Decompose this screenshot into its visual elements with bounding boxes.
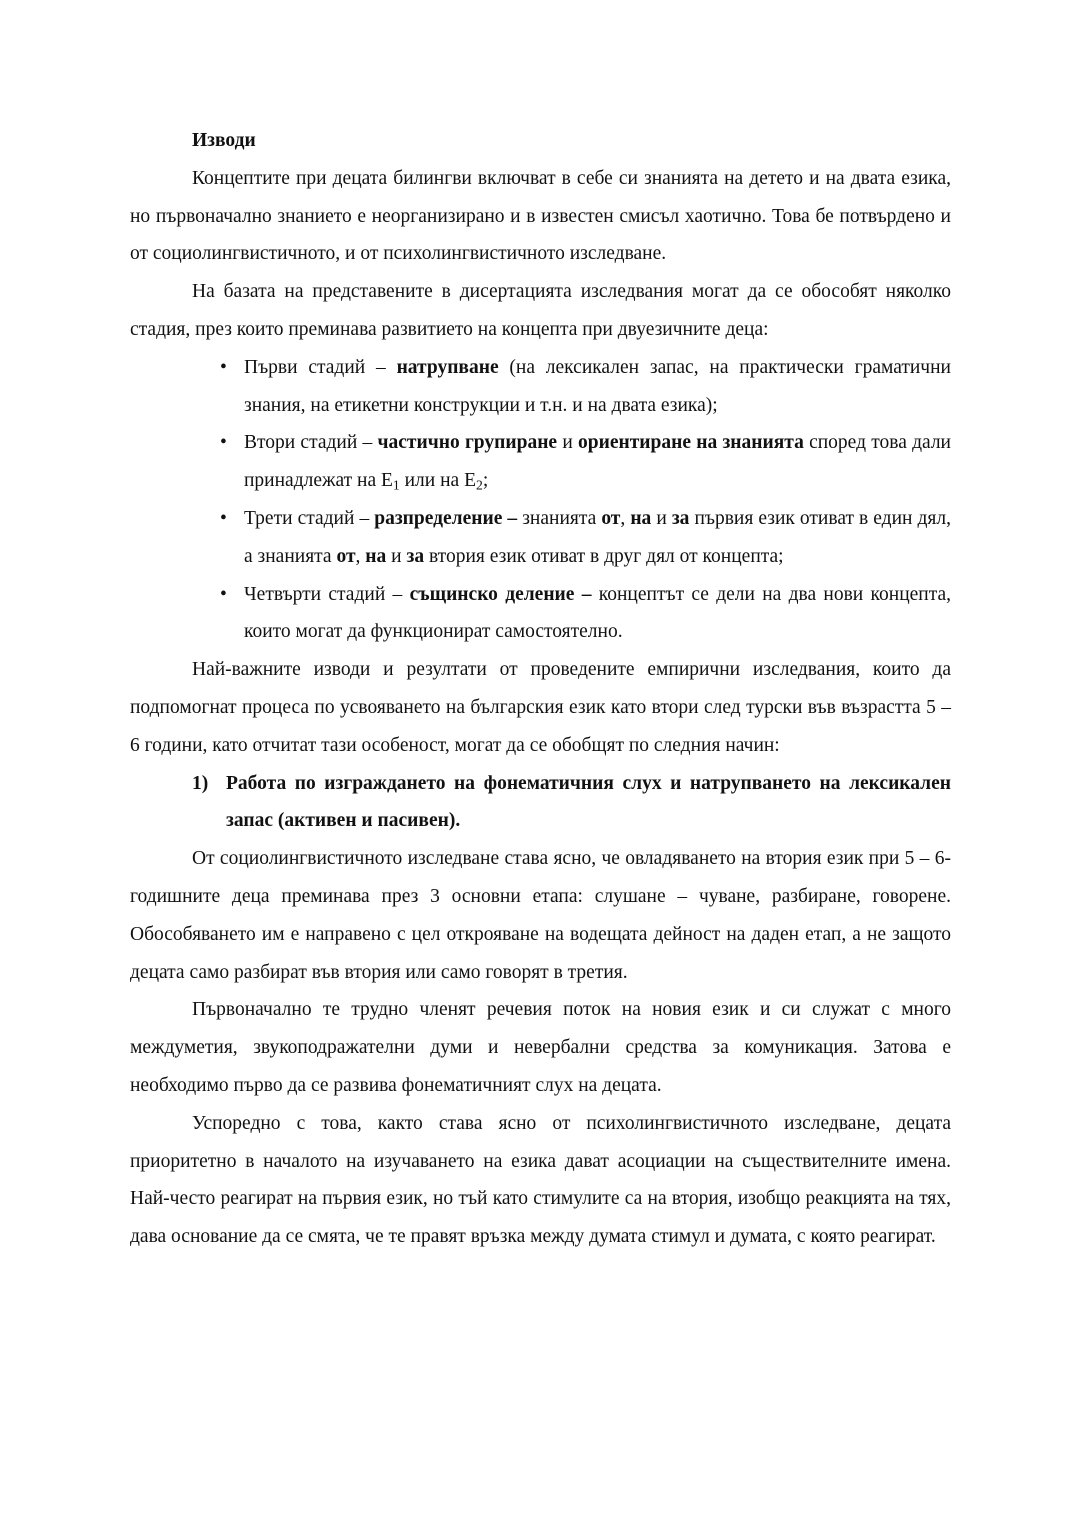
stage-text: втория език отиват в друг дял от концепта; xyxy=(424,545,784,567)
stage-text: , xyxy=(355,545,366,567)
conclusions-list xyxy=(130,765,951,841)
list-item xyxy=(244,349,951,425)
keyword: за xyxy=(671,507,690,529)
keyword: за xyxy=(406,545,425,567)
stages-list xyxy=(130,349,951,651)
stages-paragraph: От социолингвистичното изследване става ясно, че овладяването на втория език при 5 – 6-годишните деца преминава през 3 основни етапа: слушане – чуване, разбиране, говорене. Обособяването им е направено с цел открояване на водещата дейност на даден етап, а не защото децата само разбират във втория или само говорят в третия. xyxy=(130,848,951,983)
stage-text: според това дали принадлежат на Е xyxy=(244,432,951,492)
stage-label: Трети стадий – xyxy=(244,507,375,529)
stage-term: ориентиране на знанията xyxy=(577,432,804,454)
stage-term: частично групиране xyxy=(377,432,558,454)
list-item xyxy=(244,500,951,576)
keyword: на xyxy=(365,545,387,567)
stage-text: знанията xyxy=(517,507,602,529)
stage-term: натрупване xyxy=(396,356,499,378)
list-item xyxy=(192,765,951,841)
document-body xyxy=(130,122,951,1256)
stage-text: и xyxy=(557,432,578,454)
intro-paragraph: Концептите при децата билингви включват в себе си знанията на детето и на двата езика, но първоначално знанието е неорганизирано и в известен смисъл хаотично. Това бе потвърдено и от социолингвистичното, и от психолингвистичното изследване. xyxy=(130,167,951,265)
keyword: от xyxy=(601,507,621,529)
stages-intro-paragraph: На базата на представените в дисертацията изследвания могат да се обособят няколко стадия, през които преминава развитието на концепта при двуезичните деца: xyxy=(130,281,951,340)
stage-label: Втори стадий – xyxy=(244,432,378,454)
stage-text: първия език отиват в един дял, а знанията xyxy=(244,507,951,567)
subscript: 1 xyxy=(392,477,400,493)
results-intro-paragraph: Най-важните изводи и резултати от проведените емпирични изследвания, които да подпомогнат процеса по усвояването на българския език като втори след турски във възрастта 5 – 6 години, като отчитат тази особеност, могат да се обобщят по следния начин: xyxy=(130,659,951,756)
conclusion-text: Работа по изграждането на фонематичния слух и натрупването на лексикален запас (активен и пасивен). xyxy=(226,772,951,832)
stage-text: или на Е xyxy=(399,470,476,492)
list-item xyxy=(244,576,951,652)
list-item xyxy=(244,424,951,500)
initial-paragraph: Първоначално те трудно членят речевия поток на новия език и си служат с много междуметия, звукоподражателни думи и невербални средства за комуникация. Затова е необходимо първо да се развива фонематичният слух на децата. xyxy=(130,999,951,1096)
keyword: от xyxy=(336,545,356,567)
list-number: 1) xyxy=(192,772,209,794)
stage-text: и xyxy=(386,545,407,567)
stage-text: ; xyxy=(482,470,489,492)
stage-text: концептът се дели на два нови концепта, които могат да функционират самостоятелно. xyxy=(244,583,952,643)
stage-term: същинско деление – xyxy=(409,583,592,605)
subscript: 2 xyxy=(475,477,483,493)
stage-label: Четвърти стадий – xyxy=(244,583,410,605)
stage-term: разпределение – xyxy=(374,507,518,529)
section-title: Изводи xyxy=(192,130,256,151)
stage-text: и xyxy=(651,507,672,529)
keyword: на xyxy=(630,507,652,529)
stage-text: , xyxy=(620,507,631,529)
parallel-paragraph: Успоредно с това, както става ясно от психолингвистичното изследване, децата приоритетно в началото на изучаването на езика дават асоциации на съществителните имена. Най-често реагират на първия език, но тъй като стимулите са на втория, изобщо реакцията на тях, дава основание да се смята, че те правят връзка между думата стимул и думата, с която реагират. xyxy=(130,1112,951,1248)
stage-label: Първи стадий – xyxy=(244,356,397,378)
stage-text: (на лексикален запас, на практически граматични знания, на етикетни конструкции и т.н. и на двата езика); xyxy=(244,356,951,416)
